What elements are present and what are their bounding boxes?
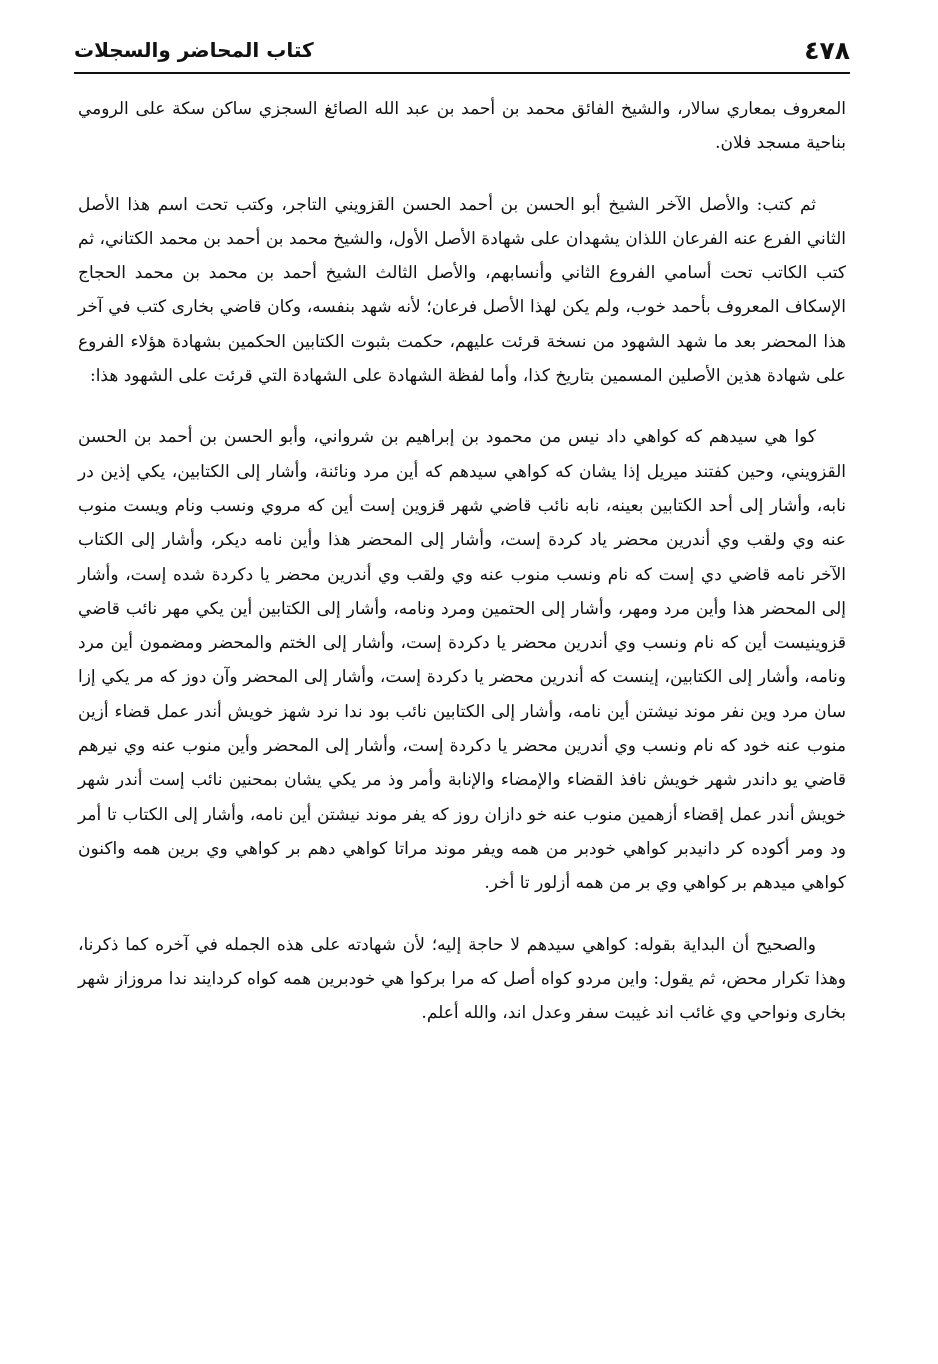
paragraph-4: والصحيح أن البداية بقوله: كواهي سيدهم لا حاجة إليه؛ لأن شهادته على هذه الجمله في آخره كما ذكرنا، وهذا تكرار محض، ثم يقول: واين مردو كواه أصل كه مرا بركوا هي خودبرين همه كواه كردايند ندا مروزاز شهر بخارى ونواحي وي غائب اند غيبت سفر وعدل اند، والله أعلم. (78, 934, 846, 1024)
page-header (74, 30, 850, 70)
header-divider (74, 72, 850, 74)
book-title: كتاب المحاضر والسجلات (74, 38, 314, 62)
page-body (78, 92, 846, 1057)
page-number: ٤٧٨ (804, 35, 850, 65)
paragraph-2: ثم كتب: والأصل الآخر الشيخ أبو الحسن بن أحمد الحسن القزويني التاجر، وكتب تحت اسم هذا الأصل الثاني الفرع عنه الفرعان اللذان يشهدان على شهادة الأصل الأول، والشيخ محمد بن أحمد بن محمد الكتاني، ثم كتب الكاتب تحت أسامي الفروع الثاني وأنسابهم، والأصل الثالث الشيخ أحمد بن محمد بن محمد الحجاج الإسكاف المعروف بأحمد خوب، ولم يكن لهذا الأصل فرعان؛ لأنه شهد بنفسه، وكان قاضي بخارى كتب في آخر هذا المحضر بعد ما شهد الشهود من نسخة قرئت عليهم، حكمت بثبوت الكتابين الحكمين بشهادة هؤلاء الفروع على شهادة هذين الأصلين المسمين بتاريخ كذا، وأما لفظة الشهادة على الشهادة التي قرئت على الشهود هذا: (78, 194, 846, 387)
paragraph-3: كوا هي سيدهم كه كواهي داد نيس من محمود بن إبراهيم بن شرواني، وأبو الحسن بن أحمد بن الحسن القزويني، وحين كفتند ميريل إذا يشان كه كواهي سيدهم كه أين مرد ونائنة، وأشار إلى الكتابين، يكي إذين در نابه، وأشار إلى أحد الكتابين بعينه، نابه نائب قاضي شهر قزوين إست أين كه مروي ونسب ونام ويست منوب عنه وي ولقب وي أندرين محضر ياد كردة إست، وأشار إلى المحضر هذا وأين نامه ديكر، وأشار إلى الكتاب الآخر نامه قاضي دي إست كه نام ونسب منوب عنه وي ولقب وي أندرين محضر يا دكردة شده إست، وأشار إلى المحضر هذا وأين مرد ومهر، وأشار إلى الحتمين ومرد ونامه، وأشار إلى الكتابين أين يكي مهر نائب قاضي قزوينيست أين كه نام ونسب وي أندرين محضر يا دكردة إست، وأشار إلى الختم والمحضر ومضمون أين مرد ونامه، وأشار إلى الكتابين، إينست كه أندرين محضر يا دكردة إست، وأشار إلى المحضر وآن دوز كه مر يكي إزا سان مرد وين نفر موند نيشتن أين نامه، وأشار إلى الكتابين نائب بود ندا نرد شهز خويش أندر عمل قضاء أزين منوب عنه خود كه نام ونسب وي أندرين محضر يا دكردة إست، وأشار إلى المحضر وأين منوب عنه وي نيرهم قاضي يو داندر شهر خويش نافذ القضاء والإمضاء والإنابة وأمر وذ مر يكي يشان بمحنين نائب إست أندر شهر خويش أندر عمل إقضاء أزهمين منوب عنه خو دازان روز كه يفر موند نيشتن أين نامه، وأشار إلى الكتاب تا أمر ود ومر أكوده كر دانيدبر كواهي خودبر من همه ويفر موند مراتا كواهي دهم بر كواهي وي برين همه واكنون كواهي ميدهم بر كواهي وي بر من همه أزلور تا أخر. (78, 427, 846, 894)
paragraph-1: المعروف بمعاري سالار، والشيخ الفائق محمد بن أحمد بن عبد الله الصائغ السجزي ساكن سكة على الرومي بناحية مسجد فلان. (78, 99, 846, 154)
